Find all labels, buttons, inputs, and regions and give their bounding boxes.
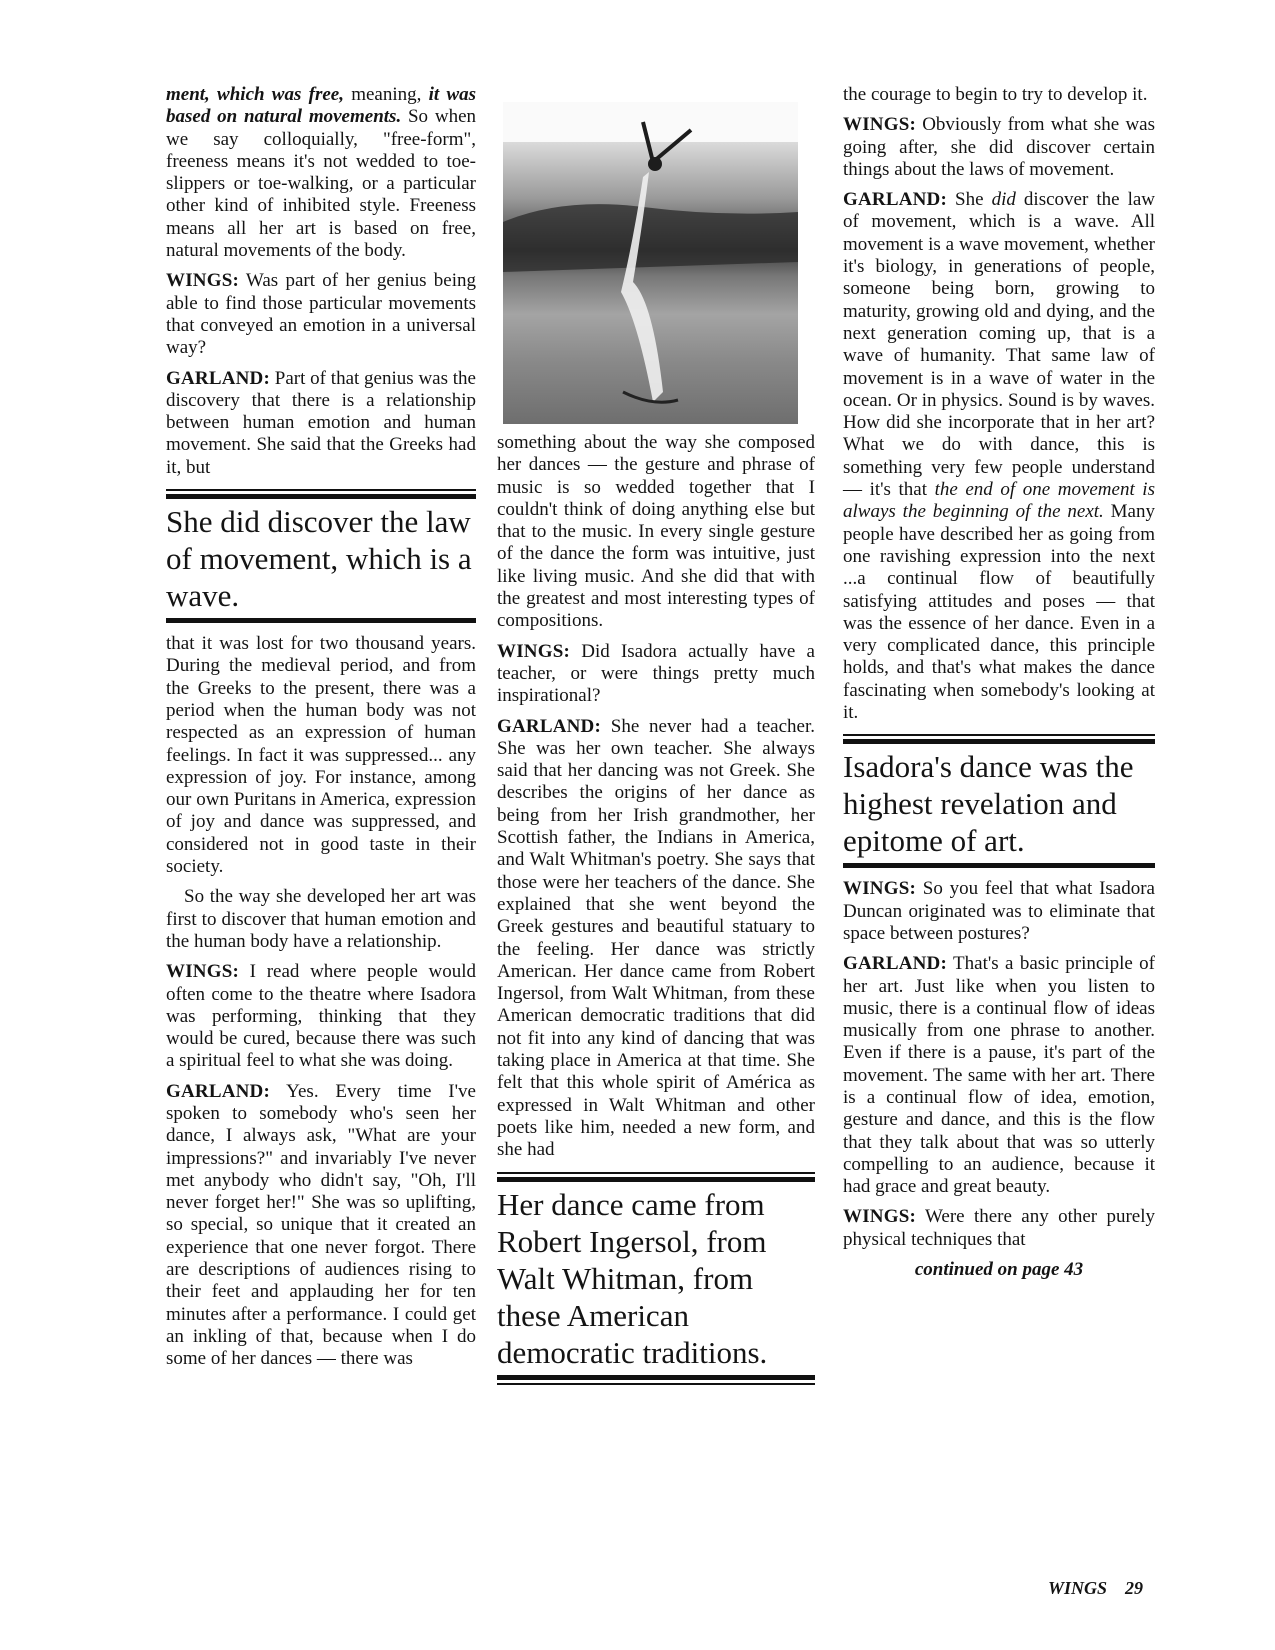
pull-quote-text: Isadora's dance was the highest revelation and epitome of art. — [843, 749, 1134, 859]
divider — [497, 1375, 815, 1380]
column-1 — [166, 84, 476, 1379]
magazine-name: WINGS — [1048, 1578, 1108, 1598]
paragraph: WINGS: Were there any other purely physical techniques that — [843, 1206, 1155, 1250]
paragraph: WINGS: I read where people would often come to the theatre where Isadora was performing, thinking that they would be cured, because there was such a spiritual feel to what she was doing. — [166, 961, 476, 1072]
paragraph: something about the way she composed her dances — the gesture and phrase of music is so wedded together that I couldn't think of doing anything else but that to the music. In every single gesture of the dance the form was intuitive, just like living music. And she did that with the greatest and most interesting types of compositions. — [497, 432, 815, 632]
paragraph: that it was lost for two thousand years. During the medieval period, and from the Greeks to the present, there was a period when the human body was not respected as an expression of human feelings. In fact it was suppressed... any expression of joy. For instance, among our own Puritans in America, expression of joy and dance was suppressed, and considered not in good taste in their society. — [166, 633, 476, 878]
divider — [843, 734, 1155, 736]
speaker-label: WINGS: — [843, 878, 916, 900]
continued-note: continued on page 43 — [914, 1259, 1084, 1281]
paragraph: ment, which was free, meaning, it was based on natural movements. So when we say colloquially, "free-form", freeness means it's not wedded to toe-slippers or toe-walking, or a particular other kind of inhibited style. Freeness means all her art is based on free, natural movements of the body. — [166, 84, 477, 262]
pull-quote — [843, 728, 1155, 872]
speaker-label: WINGS: — [166, 961, 239, 983]
paragraph: So the way she developed her art was first to discover that human emotion and the human body have a relationship. — [166, 886, 476, 952]
pull-quote — [497, 1166, 815, 1392]
paragraph: the courage to begin to try to develop it. — [843, 84, 1148, 105]
paragraph: WINGS: Did Isadora actually have a teacher, or were things pretty much inspirational? — [497, 640, 815, 707]
pull-quote-text: She did discover the law of movement, which is a wave. — [166, 504, 472, 614]
column-3 — [843, 84, 1155, 1281]
speaker-label: WINGS: — [166, 270, 239, 292]
paragraph: GARLAND: Part of that genius was the discovery that there is a relationship between human emotion and human movement. She said that the Greeks had it, but — [166, 367, 476, 478]
paragraph: WINGS: Obviously from what she was going after, she did discover certain things about the laws of movement. — [843, 114, 1155, 180]
paragraph: GARLAND: Yes. Every time I've spoken to somebody who's seen her dance, I always ask, "What are your impressions?" and invariably I've never met anybody who didn't say, "Oh, I'll never forget her!" She was so uplifting, so special, so unique that it created an experience that one never forgot. There are descriptions of audiences rising to their feet and applauding her for ten minutes after a performance. I could get an inkling of that, because when I do some of her dances — there was — [166, 1080, 476, 1370]
paragraph: GARLAND: She did discover the law of movement, which is a wave. All movement is a wave movement, whether it's biology, in generations of people, someone being born, growing to maturity, growing old and dying, and the next generation coming up, that is a wave of humanity. That same law of movement is in a wave of water in the ocean. Or in physics. Sound is by waves. How did she incorporate that in her art? What we do with dance, this is something very few people understand — it's that the end of one movement is always the beginning of the next. Many people have described her as going from one ravishing expression into the next ...a continual flow of beautifully satisfying attitudes and poses — that was the essence of her dance. Even in a very complicated dance, this principle holds, and that's what makes the dance fascinating when somebody's looking at it. — [843, 189, 1156, 724]
pull-quote-text: Her dance came from Robert Ingersol, from Walt Whitman, from these American democratic traditions. — [497, 1186, 768, 1370]
divider — [166, 618, 476, 623]
paragraph: WINGS: So you feel that what Isadora Duncan originated was to eliminate that space between postures? — [843, 878, 1155, 944]
speaker-label: GARLAND: — [497, 715, 601, 737]
speaker-label: GARLAND: — [843, 189, 947, 211]
speaker-label: WINGS: — [843, 114, 916, 136]
divider — [497, 1172, 815, 1174]
speaker-label: WINGS: — [843, 1206, 916, 1228]
divider — [497, 1383, 815, 1385]
speaker-label: GARLAND: — [166, 367, 270, 389]
page-footer — [1048, 1578, 1143, 1599]
speaker-label: GARLAND: — [166, 1080, 270, 1102]
speaker-label: WINGS: — [497, 640, 570, 662]
paragraph: WINGS: Was part of her genius being able to find those particular movements that conveyed an emotion in a universal way? — [166, 270, 476, 359]
column-2 — [497, 102, 815, 1398]
paragraph: GARLAND: That's a basic principle of her art. Just like when you listen to music, there is a continual flow of ideas musically from one phrase to another. Even if there is a pause, it's part of the movement. The same with her art. There is a continual flow of idea, emotion, gesture and dance, and this is the flow that they talk about that was so utterly compelling to an audience, because it had grace and great beauty. — [843, 953, 1155, 1198]
speaker-label: GARLAND: — [843, 953, 947, 975]
pull-quote — [166, 483, 476, 627]
dancer-photo — [503, 102, 798, 424]
divider — [166, 489, 476, 491]
dancer-figure-icon — [503, 102, 798, 424]
divider — [843, 863, 1155, 868]
page-number: 29 — [1125, 1578, 1144, 1598]
paragraph: GARLAND: She never had a teacher. She was her own teacher. She always said that her dancing was not Greek. She describes the origins of her dance as being from her Irish grandmother, her Scottish father, the Indians in America, and Walt Whitman's poetry. She says that those were her teachers of the dance. She explained that she went beyond the Greek gestures and beautiful statuary to the feeling. Her dance was strictly American. Her dance came from Robert Ingersol, from Walt Whitman, from these American democratic traditions that did not fit into any kind of dancing that was taking place in America at that time. She felt that this whole spirit of América as expressed in Walt Whitman and other poets like him, needed a new form, and she had — [497, 715, 815, 1161]
